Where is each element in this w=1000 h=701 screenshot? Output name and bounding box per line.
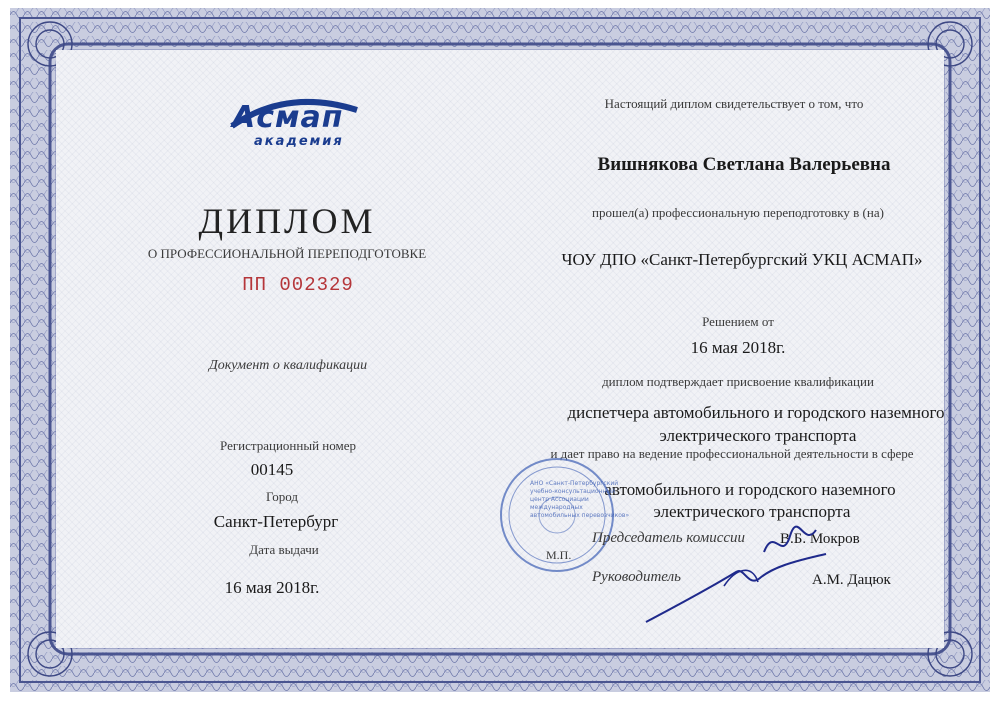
field-line2: электрического транспорта (653, 502, 851, 521)
diploma-subtitle: О ПРОФЕССИОНАЛЬНОЙ ПЕРЕПОДГОТОВКЕ (147, 246, 427, 261)
intro-text: Настоящий диплом свидетельствует о том, что (604, 96, 864, 111)
reg-number: 00145 (250, 460, 294, 479)
stamp-text: АНО «Санкт-Петербургский учебно-консультационный центр Ассоциации международных автомобильных перевозчиков» (530, 480, 630, 519)
serial-number: ПП 002329 (242, 274, 354, 296)
logo-sub: академия (254, 134, 344, 149)
issue-date-label: Дата выдачи (249, 542, 319, 557)
head-label: Руководитель (592, 569, 681, 585)
confirms-text: диплом подтверждает присвоение квалификации (602, 374, 874, 389)
diploma-title: ДИПЛОМ (198, 201, 376, 241)
graduate-name: Вишнякова Светлана Валерьевна (597, 154, 891, 175)
city: Санкт-Петербург (213, 512, 339, 531)
reg-label: Регистрационный номер (220, 438, 356, 453)
decision-label: Решением от (702, 314, 774, 329)
head-signature (640, 548, 830, 628)
passed-text: прошел(а) профессиональную переподготовку в (на) (592, 205, 884, 220)
document-type: Документ о квалификации (208, 358, 368, 373)
head-name: А.М. Дацюк (812, 572, 891, 588)
logo-name: Асмап (232, 100, 344, 135)
chair-name: В.Б. Мокров (780, 531, 860, 547)
issue-date: 16 мая 2018г. (224, 578, 320, 597)
field-line1: автомобильного и городского наземного (604, 480, 896, 499)
qualification-line2: электрического транспорта (659, 426, 857, 445)
decision-date: 16 мая 2018г. (690, 338, 786, 357)
organization: ЧОУ ДПО «Санкт-Петербургский УКЦ АСМАП» (561, 250, 923, 269)
asmap-logo (212, 96, 362, 156)
qualification-line1: диспетчера автомобильного и городского наземного (567, 403, 945, 422)
mp-label: М.П. (546, 548, 572, 562)
city-label: Город (265, 489, 299, 504)
right-to-text: и дает право на ведение профессиональной деятельности в сфере (550, 446, 914, 461)
chair-label: Председатель комиссии (592, 530, 746, 546)
